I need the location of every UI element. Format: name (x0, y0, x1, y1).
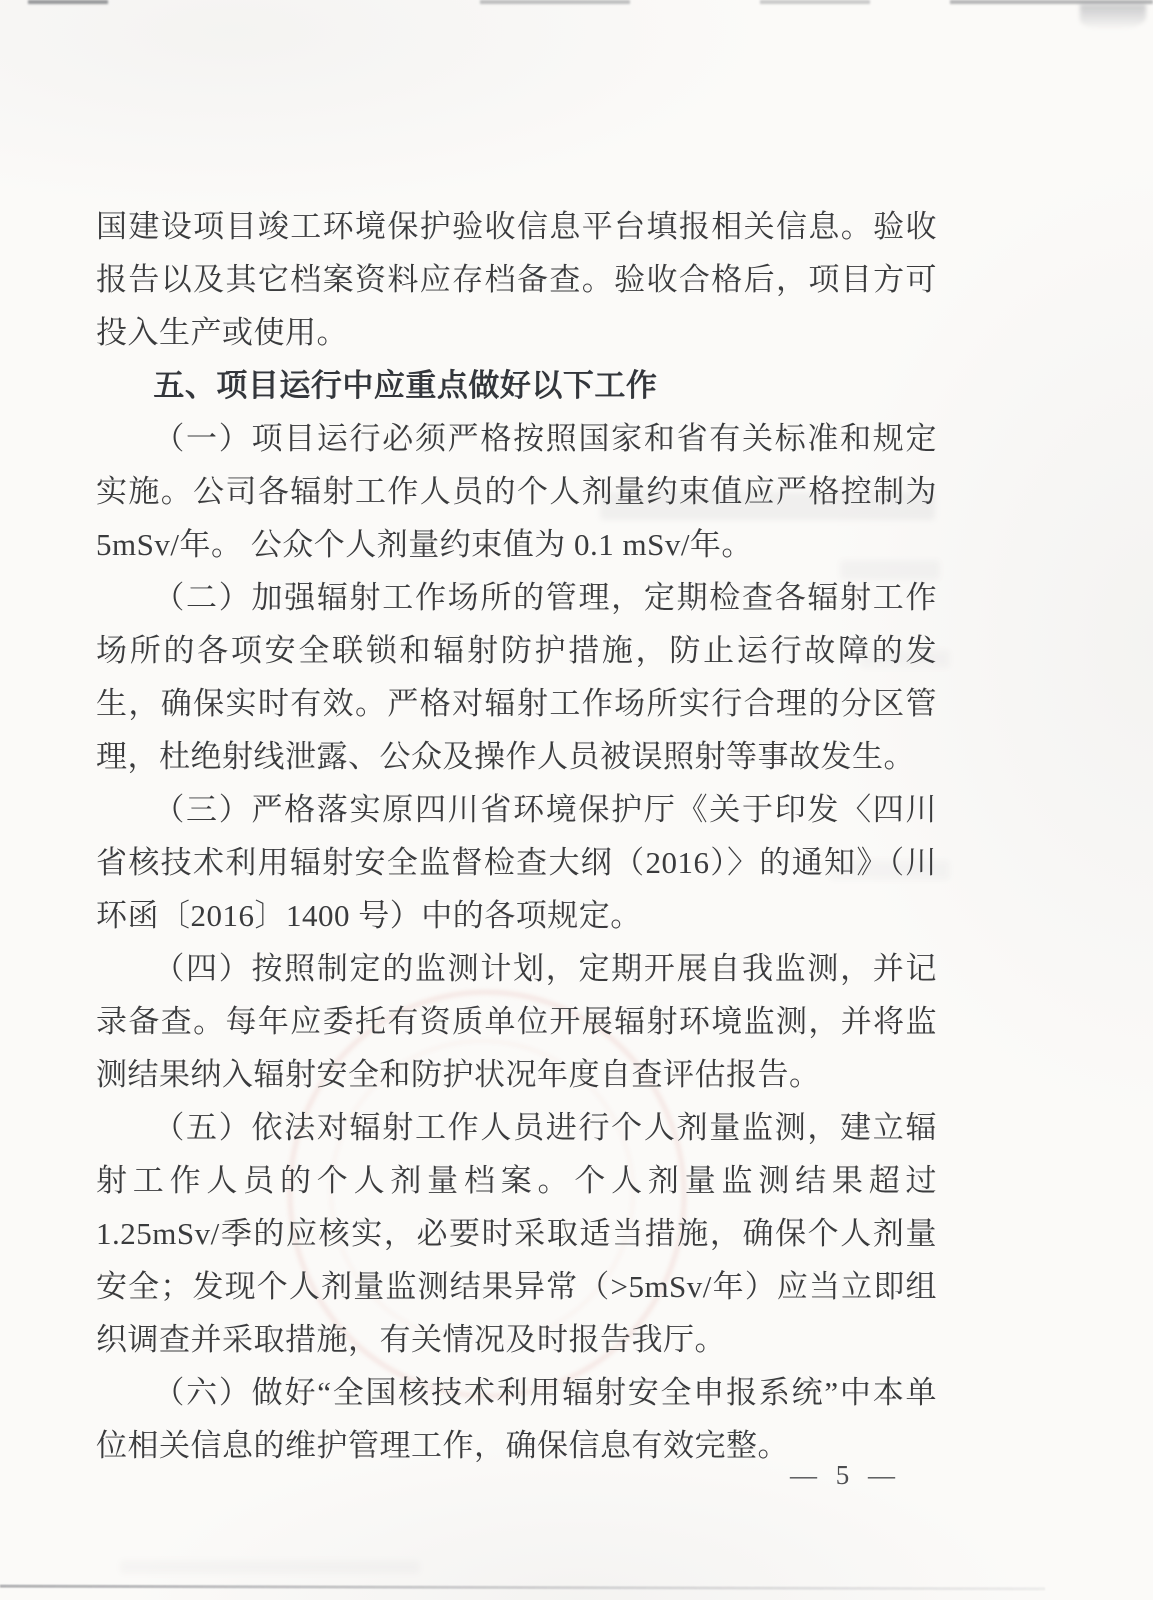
paragraph-item-6: （六）做好“全国核技术利用辐射安全申报系统”中本单位相关信息的维护管理工作，确保信息有效完整。 (96, 1375, 937, 1463)
paragraph-item-2: （二）加强辐射工作场所的管理，定期检查各辐射工作场所的各项安全联锁和辐射防护措施，防止运行故障的发生，确保实时有效。严格对辐射工作场所实行合理的分区管理，杜绝射线泄露、公众及操作人员被误照射等事故发生。 (96, 580, 937, 774)
scan-edge-artifact (480, 0, 630, 4)
page-number: — 5 — (790, 1460, 901, 1490)
paragraph-continuation: 国建设项目竣工环境保护验收信息平台填报相关信息。验收报告以及其它档案资料应存档备查。验收合格后，项目方可投入生产或使用。 (96, 209, 937, 350)
paragraph-item-1: （一）项目运行必须严格按照国家和省有关标准和规定实施。公司各辐射工作人员的个人剂量约束值应严格控制为 5mSv/年。 公众个人剂量约束值为 0.1 mSv/年。 (96, 421, 937, 562)
paragraph-item-4: （四）按照制定的监测计划，定期开展自我监测，并记录备查。每年应委托有资质单位开展辐射环境监测，并将监测结果纳入辐射安全和防护状况年度自查评估报告。 (96, 951, 937, 1092)
scan-edge-artifact (28, 0, 108, 4)
scan-edge-artifact (760, 0, 870, 4)
section-heading: 五、项目运行中应重点做好以下工作 (153, 368, 658, 403)
page-curl-artifact (1080, 4, 1146, 30)
scan-bottom-edge-line (0, 1585, 1045, 1591)
paragraph-item-5: （五）依法对辐射工作人员进行个人剂量监测，建立辐射工作人员的个人剂量档案。个人剂量监测结果超过 1.25mSv/季的应核实，必要时采取适当措施，确保个人剂量安全；发现个人剂量监测结果异常（>5mSv/年）应当立即组织调查并采取措施，有关情况及时报告我厅。 (96, 1110, 937, 1357)
document-body (96, 200, 937, 1472)
paragraph-item-3: （三）严格落实原四川省环境保护厅《关于印发〈四川省核技术利用辐射安全监督检查大纲（2016）〉的通知》（川环函〔2016〕1400 号）中的各项规定。 (96, 792, 937, 933)
ink-bleedthrough-smudge (120, 1560, 420, 1574)
